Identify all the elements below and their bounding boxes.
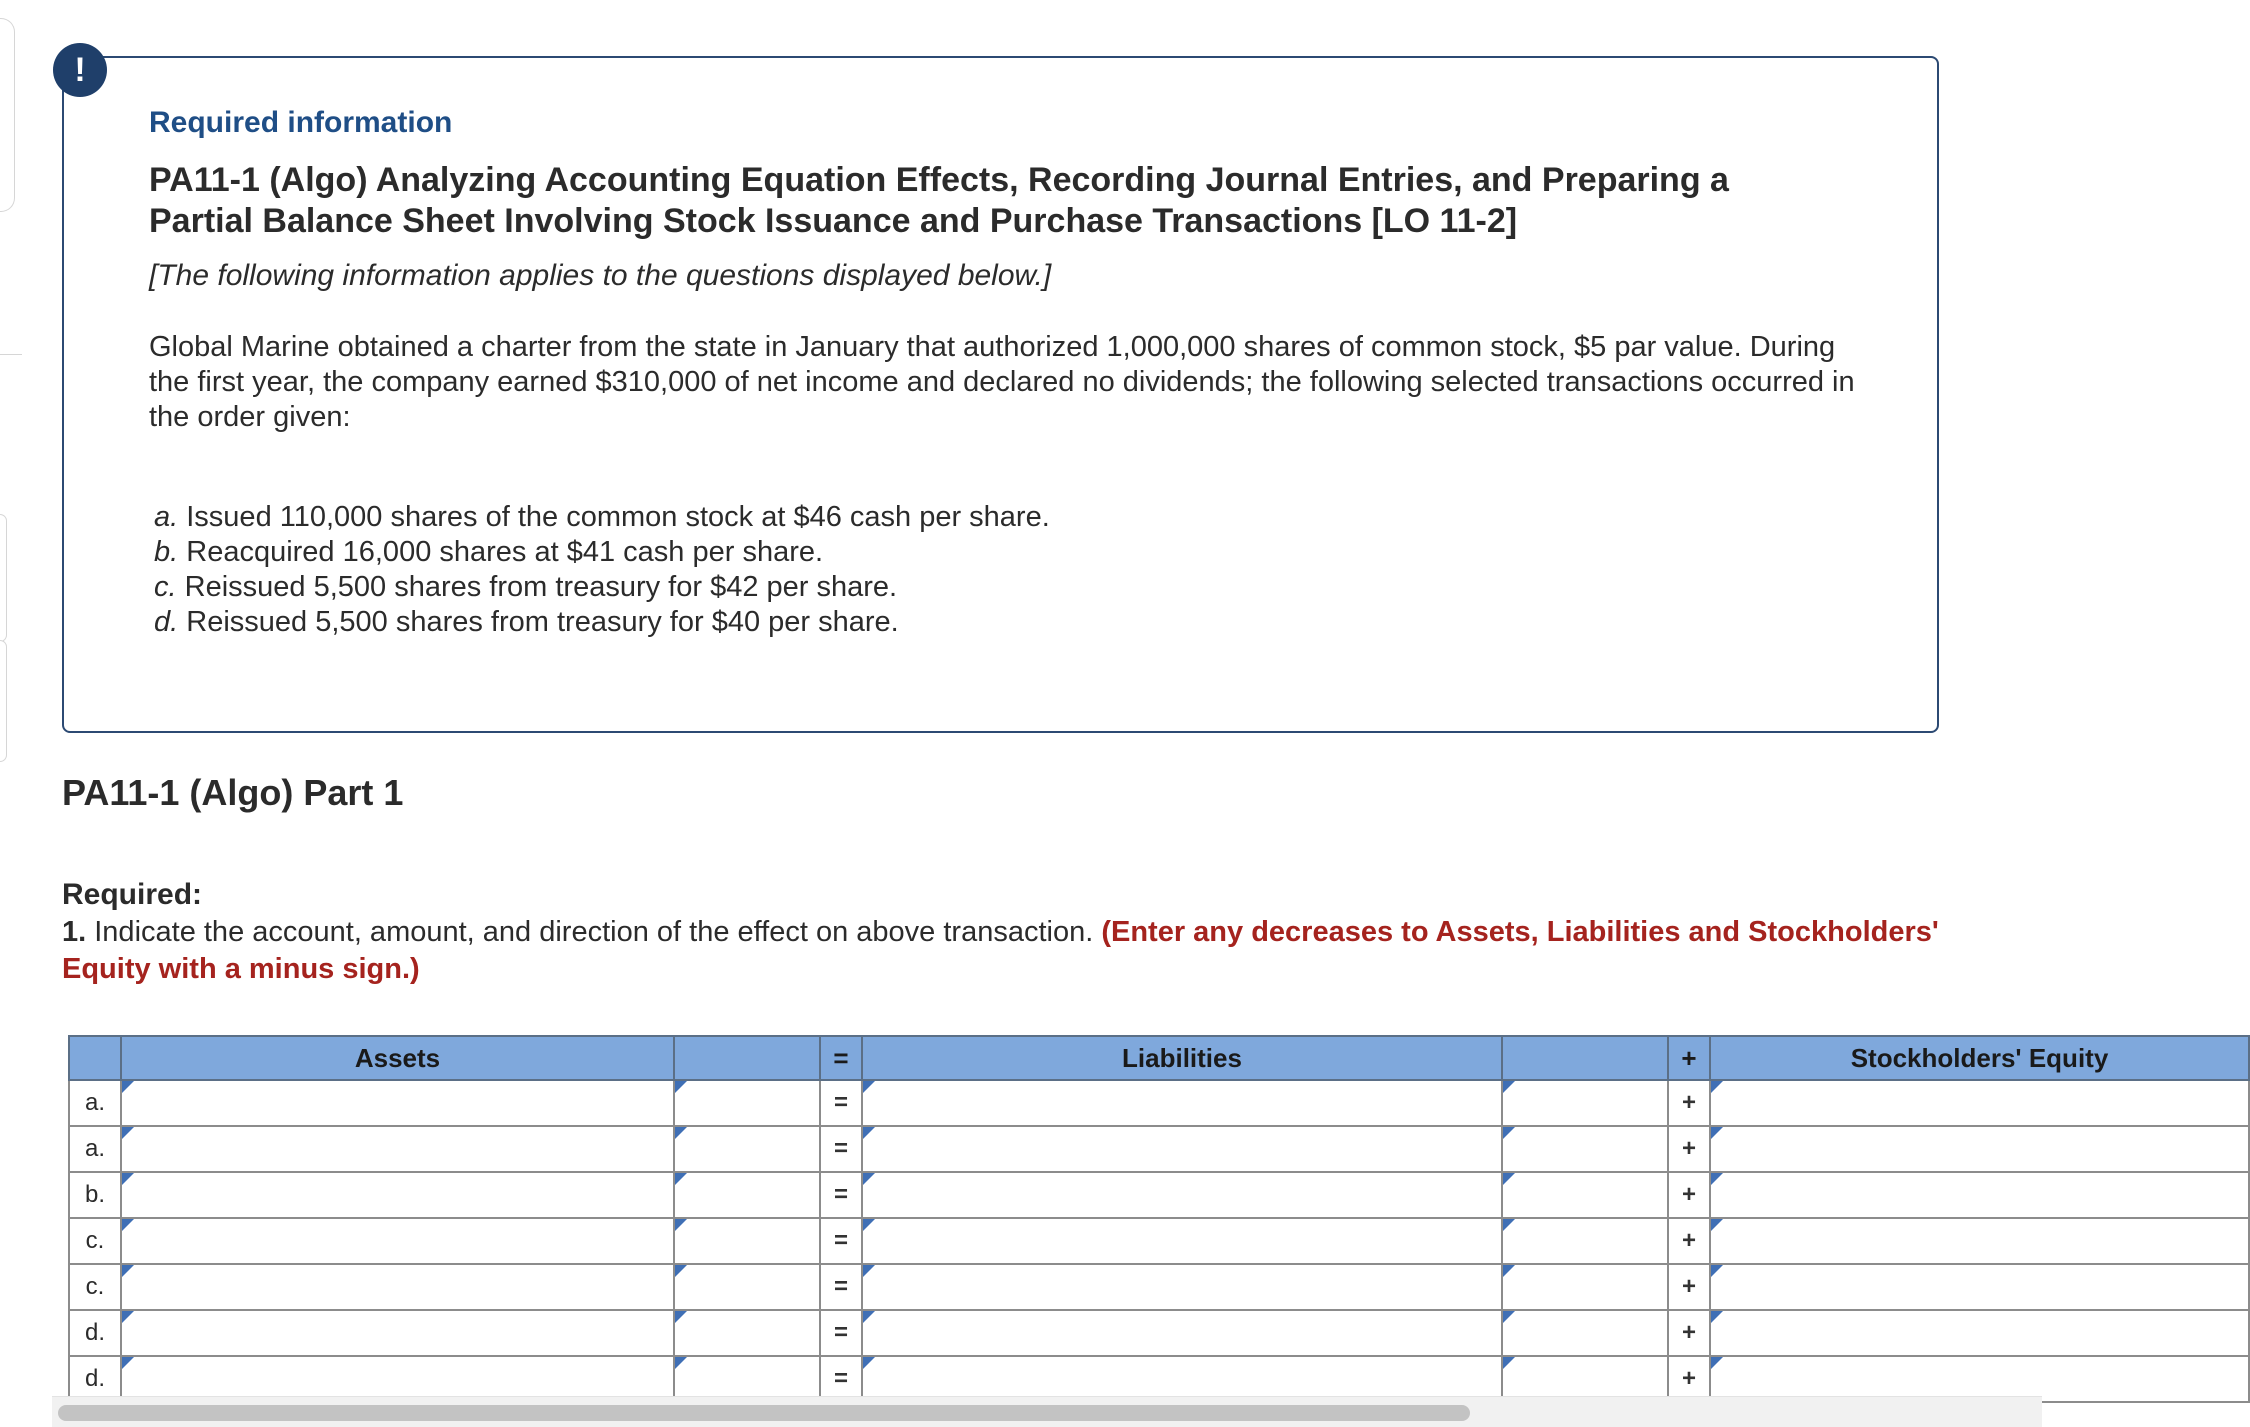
liabilities-account-dropdown[interactable] bbox=[863, 1219, 1501, 1263]
instruction bbox=[62, 914, 1982, 988]
assets-account-cell bbox=[121, 1080, 674, 1126]
plus-sign: + bbox=[1668, 1218, 1710, 1264]
left-panel-fragment-bottom bbox=[0, 640, 7, 762]
transaction-letter: a. bbox=[154, 501, 179, 533]
accounting-equation-table bbox=[68, 1035, 2250, 1403]
equity-account-dropdown[interactable] bbox=[1711, 1081, 2248, 1125]
row-label-header bbox=[69, 1036, 121, 1080]
liabilities-header: Liabilities bbox=[862, 1036, 1502, 1080]
exclamation-icon: ! bbox=[53, 43, 107, 97]
row-label: c. bbox=[69, 1264, 121, 1310]
transaction-text: Reissued 5,500 shares from treasury for $42 per share. bbox=[184, 571, 898, 603]
transaction-item bbox=[154, 570, 1837, 605]
left-panel-fragment-top bbox=[0, 18, 15, 212]
transaction-text: Reacquired 16,000 shares at $41 cash per share. bbox=[186, 536, 824, 568]
required-information-panel bbox=[62, 56, 1939, 733]
assets-amount-header bbox=[674, 1036, 820, 1080]
assets-account-dropdown[interactable] bbox=[122, 1081, 673, 1125]
transaction-letter: b. bbox=[154, 536, 179, 568]
equals-header: = bbox=[820, 1036, 862, 1080]
left-panel-fragment-middle bbox=[0, 514, 7, 642]
table-row bbox=[69, 1218, 2249, 1264]
required-information-heading: Required information bbox=[149, 106, 453, 139]
liabilities-account-dropdown[interactable] bbox=[863, 1357, 1501, 1401]
assets-account-cell bbox=[121, 1264, 674, 1310]
assets-header: Assets bbox=[121, 1036, 674, 1080]
liabilities-amount-input[interactable] bbox=[1503, 1173, 1667, 1217]
plus-sign: + bbox=[1668, 1080, 1710, 1126]
plus-sign: + bbox=[1668, 1310, 1710, 1356]
stockholders-equity-header: Stockholders' Equity bbox=[1710, 1036, 2249, 1080]
assets-amount-input[interactable] bbox=[675, 1357, 819, 1401]
assets-amount-cell bbox=[674, 1126, 820, 1172]
transaction-letter: c. bbox=[154, 571, 177, 603]
liabilities-amount-input[interactable] bbox=[1503, 1219, 1667, 1263]
equity-account-cell bbox=[1710, 1080, 2249, 1126]
equity-account-cell bbox=[1710, 1172, 2249, 1218]
plus-sign: + bbox=[1668, 1172, 1710, 1218]
assets-amount-cell bbox=[674, 1218, 820, 1264]
table-row bbox=[69, 1126, 2249, 1172]
equity-account-dropdown[interactable] bbox=[1711, 1173, 2248, 1217]
assets-amount-cell bbox=[674, 1172, 820, 1218]
liabilities-amount-cell bbox=[1502, 1126, 1668, 1172]
liabilities-amount-input[interactable] bbox=[1503, 1081, 1667, 1125]
liabilities-account-dropdown[interactable] bbox=[863, 1311, 1501, 1355]
liabilities-account-cell bbox=[862, 1172, 1502, 1218]
required-label: Required: bbox=[62, 878, 203, 911]
liabilities-account-cell bbox=[862, 1218, 1502, 1264]
transaction-item bbox=[154, 535, 1837, 570]
equity-account-cell bbox=[1710, 1126, 2249, 1172]
plus-sign: + bbox=[1668, 1264, 1710, 1310]
table-row bbox=[69, 1080, 2249, 1126]
transaction-text: Issued 110,000 shares of the common stock at $46 cash per share. bbox=[186, 501, 1050, 533]
equals-sign: = bbox=[820, 1264, 862, 1310]
assets-amount-input[interactable] bbox=[675, 1265, 819, 1309]
equation-table-scroll-area bbox=[68, 1035, 2109, 1395]
assets-account-cell bbox=[121, 1172, 674, 1218]
row-label: a. bbox=[69, 1126, 121, 1172]
table-row bbox=[69, 1310, 2249, 1356]
liabilities-account-cell bbox=[862, 1264, 1502, 1310]
assets-amount-cell bbox=[674, 1264, 820, 1310]
assets-account-dropdown[interactable] bbox=[122, 1265, 673, 1309]
assets-account-cell bbox=[121, 1218, 674, 1264]
assets-amount-cell bbox=[674, 1310, 820, 1356]
transaction-item bbox=[154, 500, 1837, 535]
liabilities-account-cell bbox=[862, 1080, 1502, 1126]
liabilities-account-dropdown[interactable] bbox=[863, 1265, 1501, 1309]
table-row bbox=[69, 1172, 2249, 1218]
horizontal-scrollbar[interactable] bbox=[52, 1396, 2042, 1427]
instruction-warning: (Enter any decreases to Assets, Liabilities and Stockholders' Equity with a minus sign.) bbox=[62, 916, 1939, 985]
equals-sign: = bbox=[820, 1172, 862, 1218]
scrollbar-thumb[interactable] bbox=[58, 1405, 1470, 1421]
problem-title: PA11-1 (Algo) Analyzing Accounting Equation Effects, Recording Journal Entries, and Preparing a Partial Balance Sheet Involving Stock Issuance and Purchase Transactions [LO 11-2] bbox=[149, 161, 1729, 240]
liabilities-account-cell bbox=[862, 1126, 1502, 1172]
liabilities-amount-cell bbox=[1502, 1264, 1668, 1310]
equity-account-dropdown[interactable] bbox=[1711, 1219, 2248, 1263]
equals-sign: = bbox=[820, 1310, 862, 1356]
assets-amount-input[interactable] bbox=[675, 1219, 819, 1263]
equity-account-cell bbox=[1710, 1264, 2249, 1310]
assets-amount-input[interactable] bbox=[675, 1311, 819, 1355]
table-row bbox=[69, 1264, 2249, 1310]
equals-sign: = bbox=[820, 1356, 862, 1402]
assets-amount-input[interactable] bbox=[675, 1081, 819, 1125]
assets-account-dropdown[interactable] bbox=[122, 1311, 673, 1355]
transaction-text: Reissued 5,500 shares from treasury for $40 per share. bbox=[186, 606, 899, 638]
liabilities-amount-header bbox=[1502, 1036, 1668, 1080]
liabilities-account-dropdown[interactable] bbox=[863, 1081, 1501, 1125]
transaction-letter: d. bbox=[154, 606, 179, 638]
applies-note: [The following information applies to the questions displayed below.] bbox=[149, 259, 1052, 292]
liabilities-amount-cell bbox=[1502, 1080, 1668, 1126]
equity-account-cell bbox=[1710, 1310, 2249, 1356]
assets-amount-cell bbox=[674, 1080, 820, 1126]
liabilities-amount-input[interactable] bbox=[1503, 1127, 1667, 1171]
equity-account-dropdown[interactable] bbox=[1711, 1127, 2248, 1171]
assets-account-dropdown[interactable] bbox=[122, 1173, 673, 1217]
equity-account-dropdown[interactable] bbox=[1711, 1357, 2248, 1401]
plus-sign: + bbox=[1668, 1356, 1710, 1402]
part-title: PA11-1 (Algo) Part 1 bbox=[62, 772, 404, 813]
assets-account-cell bbox=[121, 1310, 674, 1356]
assets-account-dropdown[interactable] bbox=[122, 1219, 673, 1263]
liabilities-account-dropdown[interactable] bbox=[863, 1173, 1501, 1217]
row-label: b. bbox=[69, 1172, 121, 1218]
left-divider bbox=[0, 354, 22, 355]
transaction-item bbox=[154, 605, 1837, 640]
liabilities-amount-cell bbox=[1502, 1218, 1668, 1264]
row-label: c. bbox=[69, 1218, 121, 1264]
row-label: d. bbox=[69, 1356, 121, 1402]
liabilities-amount-input[interactable] bbox=[1503, 1311, 1667, 1355]
scenario-text: Global Marine obtained a charter from the state in January that authorized 1,000,000 shares of common stock, $5 par value. During the first year, the company earned $310,000 of net income and declared no dividends; the following selected transactions occurred in the order given: bbox=[149, 331, 1855, 433]
assets-amount-input[interactable] bbox=[675, 1127, 819, 1171]
equals-sign: = bbox=[820, 1126, 862, 1172]
equals-sign: = bbox=[820, 1080, 862, 1126]
liabilities-account-cell bbox=[862, 1310, 1502, 1356]
equity-account-cell bbox=[1710, 1218, 2249, 1264]
assets-account-cell bbox=[121, 1126, 674, 1172]
transaction-list bbox=[154, 500, 1837, 640]
table-header-row bbox=[69, 1036, 2249, 1080]
assets-account-dropdown[interactable] bbox=[122, 1127, 673, 1171]
equity-account-dropdown[interactable] bbox=[1711, 1311, 2248, 1355]
equity-account-dropdown[interactable] bbox=[1711, 1265, 2248, 1309]
plus-sign: + bbox=[1668, 1126, 1710, 1172]
liabilities-account-dropdown[interactable] bbox=[863, 1127, 1501, 1171]
instruction-number: 1. bbox=[62, 916, 87, 948]
equals-sign: = bbox=[820, 1218, 862, 1264]
liabilities-amount-input[interactable] bbox=[1503, 1265, 1667, 1309]
row-label: d. bbox=[69, 1310, 121, 1356]
liabilities-amount-input[interactable] bbox=[1503, 1357, 1667, 1401]
liabilities-amount-cell bbox=[1502, 1310, 1668, 1356]
liabilities-amount-cell bbox=[1502, 1172, 1668, 1218]
instruction-text: Indicate the account, amount, and direction of the effect on above transaction. bbox=[94, 916, 1094, 948]
assets-amount-input[interactable] bbox=[675, 1173, 819, 1217]
row-label: a. bbox=[69, 1080, 121, 1126]
plus-header: + bbox=[1668, 1036, 1710, 1080]
assets-account-dropdown[interactable] bbox=[122, 1357, 673, 1401]
